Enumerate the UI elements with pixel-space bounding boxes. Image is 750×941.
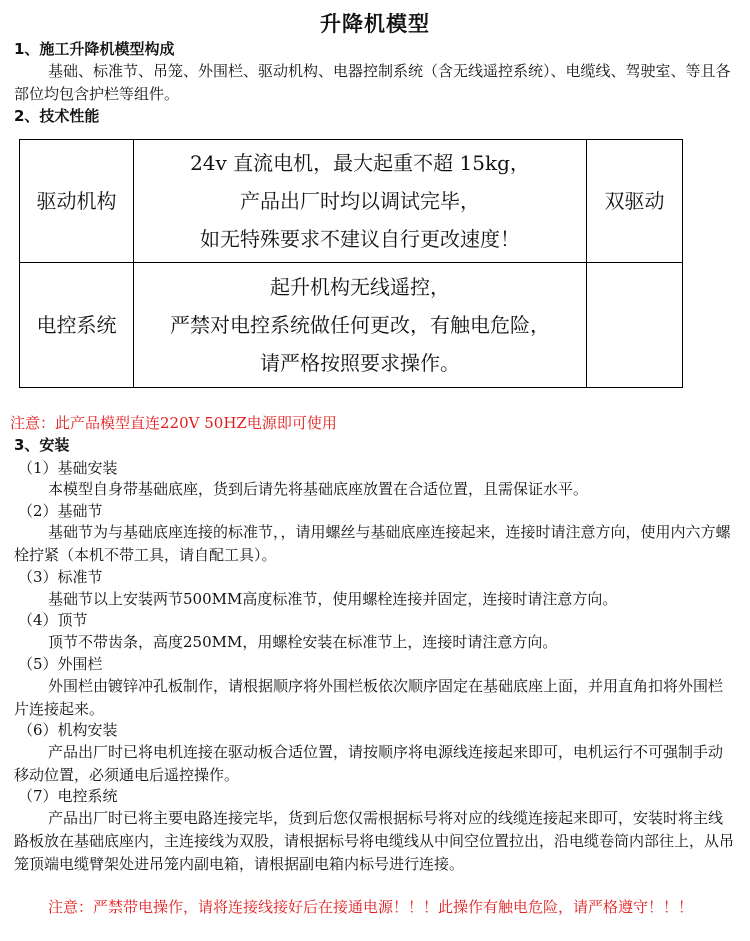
drive-line-1: 24v 直流电机，最大起重不超 15kg， [190,151,530,175]
power-notice: 注意：此产品模型直连220V 50HZ电源即可使用 [10,414,337,432]
install-item-title: （3）标准节 [18,568,103,586]
table-row-control [20,263,683,388]
install-item-text: 本模型自身带基础底座，货到后请先将基础底座放置在合适位置，且需保证水平。 [48,480,589,498]
control-line-3: 请严格按照要求操作。 [260,351,460,375]
control-description [134,263,587,388]
install-item-text: 基础节为与基础底座连接的标准节，，请用螺丝与基础底座连接起来，连接时请注意方向，使用内六方螺栓拧紧（本机不带工具，请自配工具）。 [14,523,731,564]
drive-line-3: 如无特殊要求不建议自行更改速度！ [200,227,520,251]
install-item-text: 产品出厂时已将主要电路连接完毕，货到后您仅需根据标号将对应的线缆连接起来即可，安装时将主线路板放在基础底座内，主连接线为双股，请根据标号将电缆线从中间空位置拉出，沿电缆卷筒内部往上，从吊笼顶端电缆臂架处进吊笼内副电箱，请根据副电箱内标号进行连接。 [14,809,735,873]
control-note [587,263,683,388]
install-item-title: （2）基础节 [18,502,103,520]
install-item-title: （5）外围栏 [18,655,103,673]
drive-line-2: 产品出厂时均以调试完毕， [240,189,480,213]
install-item-title: （1）基础安装 [18,459,118,477]
section3-heading: 3、安装 [14,436,70,454]
install-item-text: 产品出厂时已将电机连接在驱动板合适位置，请按顺序将电源线连接起来即可，电机运行不可强制手动移动位置，必须通电后遥控操作。 [14,743,724,784]
install-item-text: 外围栏由镀锌冲孔板制作，请根据顺序将外围栏板依次顺序固定在基础底座上面，并用直角扣将外围栏片连接起来。 [14,677,724,718]
drive-label: 驱动机构 [20,140,134,263]
install-item-title: （7）电控系统 [18,787,118,805]
safety-warning: 注意：严禁带电操作，请将连接线接好后在接通电源！！！此操作有触电危险，请严格遵守！！！ [48,898,694,916]
control-line-1: 起升机构无线遥控， [270,275,450,299]
install-item-text: 顶节不带齿条，高度250MM，用螺栓安装在标准节上，连接时请注意方向。 [48,633,558,651]
drive-note: 双驱动 [587,140,683,263]
page-title: 升降机模型 [320,12,430,36]
install-item-title: （4）顶节 [18,611,88,629]
tech-spec-table [19,139,683,388]
control-line-2: 严禁对电控系统做任何更改，有触电危险， [170,313,550,337]
section1-heading: 1、施工升降机模型构成 [14,40,175,58]
install-item-text: 基础节以上安装两节500MM高度标准节，使用螺栓连接并固定，连接时请注意方向。 [48,590,618,608]
section1-text: 基础、标准节、吊笼、外围栏、驱动机构、电器控制系统（含无线遥控系统）、电缆线、驾驶室、等且各部位均包含护栏等组件。 [14,62,731,103]
control-label: 电控系统 [20,263,134,388]
drive-description [134,140,587,263]
section2-heading: 2、技术性能 [14,107,100,125]
table-row-drive [20,140,683,263]
install-item-title: （6）机构安装 [18,721,118,739]
